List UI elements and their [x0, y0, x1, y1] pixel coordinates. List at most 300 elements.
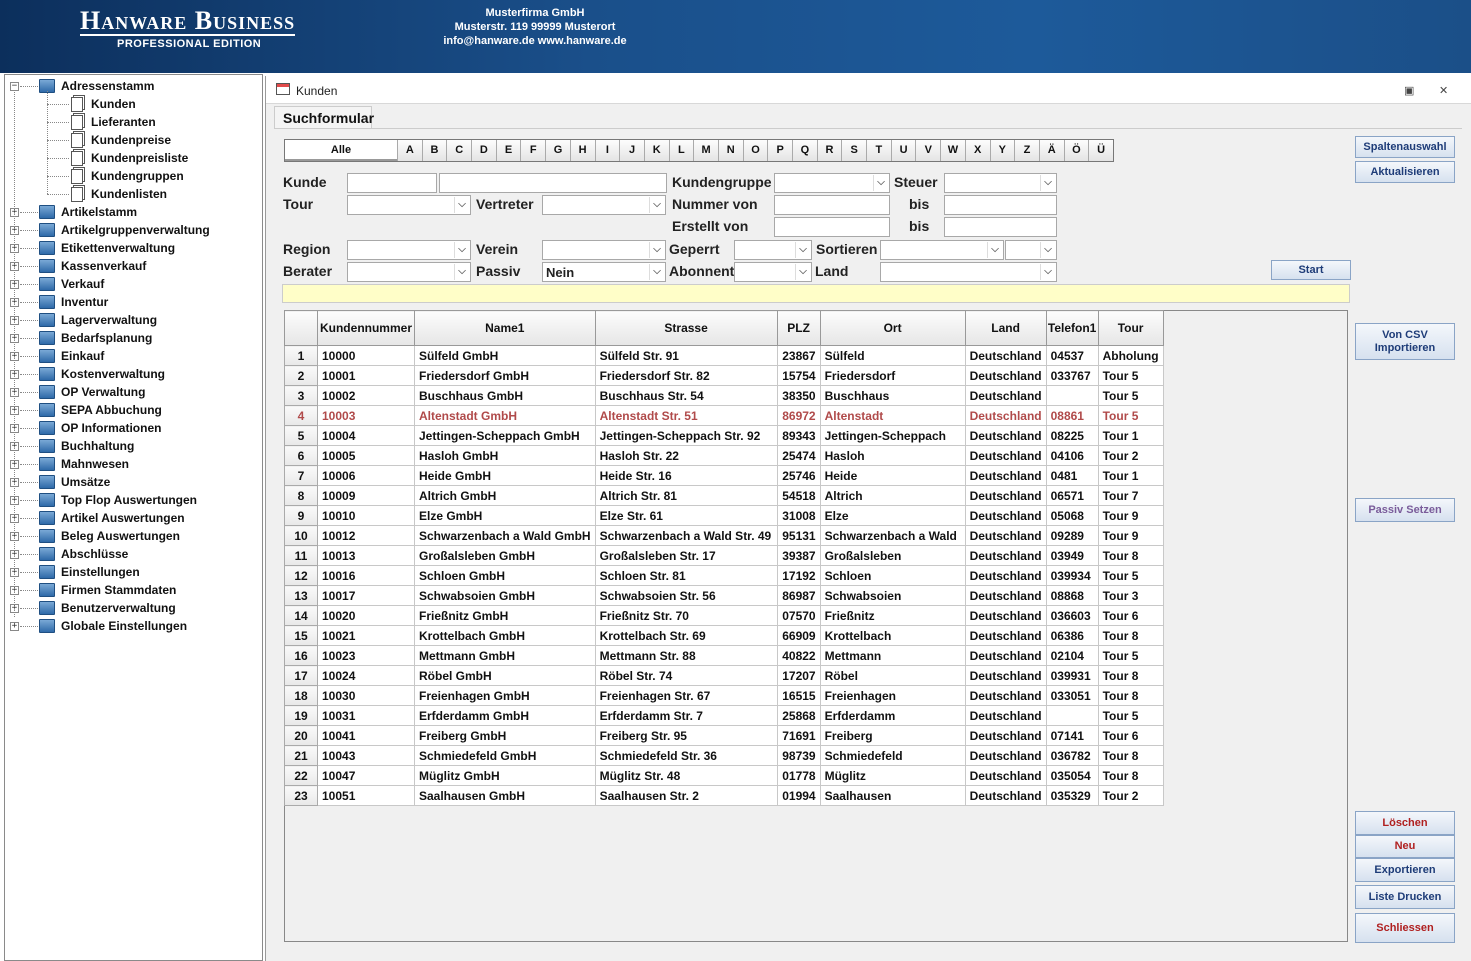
- chevron-down-icon[interactable]: ⌵: [1040, 264, 1055, 280]
- letter-filter-button[interactable]: Y: [990, 140, 1015, 161]
- expand-icon[interactable]: +: [11, 477, 18, 487]
- table-cell[interactable]: Freienhagen GmbH: [415, 686, 596, 706]
- table-cell[interactable]: 16515: [777, 686, 820, 706]
- table-cell[interactable]: Röbel GmbH: [415, 666, 596, 686]
- table-cell[interactable]: 10001: [318, 366, 415, 386]
- table-cell[interactable]: Sülfeld GmbH: [415, 346, 596, 366]
- table-row[interactable]: [285, 406, 1164, 426]
- table-cell[interactable]: 039934: [1046, 566, 1098, 586]
- tree-item[interactable]: [39, 221, 210, 239]
- row-number[interactable]: 3: [285, 386, 318, 406]
- von-csv-importieren-button[interactable]: Von CSV Importieren: [1355, 323, 1455, 360]
- letter-filter-button[interactable]: E: [496, 140, 521, 161]
- table-cell[interactable]: 035054: [1046, 766, 1098, 786]
- tree-item[interactable]: [39, 203, 137, 221]
- row-number[interactable]: 1: [285, 346, 318, 366]
- table-cell[interactable]: Deutschland: [965, 566, 1046, 586]
- table-cell[interactable]: Tour 5: [1098, 406, 1163, 426]
- row-number[interactable]: 9: [285, 506, 318, 526]
- row-header-corner[interactable]: [285, 311, 318, 346]
- start-button[interactable]: Start: [1271, 260, 1351, 280]
- schliessen-button[interactable]: Schliessen: [1355, 913, 1455, 943]
- table-cell[interactable]: Deutschland: [965, 406, 1046, 426]
- table-cell[interactable]: 17192: [777, 566, 820, 586]
- expand-icon[interactable]: +: [11, 207, 18, 217]
- close-icon[interactable]: ✕: [1439, 85, 1449, 97]
- tree-item[interactable]: [39, 293, 108, 311]
- restore-icon[interactable]: ▣: [1404, 85, 1415, 97]
- table-cell[interactable]: Deutschland: [965, 746, 1046, 766]
- nummer-von-input[interactable]: [774, 195, 890, 215]
- chevron-down-icon[interactable]: ⌵: [1040, 175, 1055, 191]
- table-cell[interactable]: Schwabsoien: [820, 586, 965, 606]
- row-number[interactable]: 21: [285, 746, 318, 766]
- table-cell[interactable]: Tour 5: [1098, 386, 1163, 406]
- row-number[interactable]: 5: [285, 426, 318, 446]
- letter-filter-button[interactable]: T: [866, 140, 891, 161]
- letter-filter-button[interactable]: W: [940, 140, 965, 161]
- table-cell[interactable]: Altrich: [820, 486, 965, 506]
- table-cell[interactable]: 25868: [777, 706, 820, 726]
- letter-filter-button[interactable]: A: [397, 140, 422, 161]
- expand-icon[interactable]: +: [11, 513, 18, 523]
- table-cell[interactable]: 03949: [1046, 546, 1098, 566]
- letter-filter-button[interactable]: Ü: [1088, 140, 1113, 161]
- letter-filter-button[interactable]: C: [446, 140, 471, 161]
- chevron-down-icon[interactable]: ⌵: [649, 264, 664, 280]
- region-combo[interactable]: [347, 240, 471, 260]
- column-header[interactable]: Name1: [415, 311, 596, 346]
- table-cell[interactable]: 10051: [318, 786, 415, 806]
- chevron-down-icon[interactable]: ⌵: [795, 242, 810, 258]
- verein-combo[interactable]: [542, 240, 666, 260]
- table-cell[interactable]: 06571: [1046, 486, 1098, 506]
- passiv-setzen-button[interactable]: Passiv Setzen: [1355, 498, 1455, 522]
- row-number[interactable]: 7: [285, 466, 318, 486]
- row-number[interactable]: 6: [285, 446, 318, 466]
- table-cell[interactable]: [1046, 386, 1098, 406]
- chevron-down-icon[interactable]: ⌵: [649, 242, 664, 258]
- expand-icon[interactable]: +: [11, 387, 18, 397]
- nummer-bis-input[interactable]: [944, 195, 1057, 215]
- table-cell[interactable]: 25746: [777, 466, 820, 486]
- expand-icon[interactable]: +: [11, 585, 18, 595]
- tree-item-child[interactable]: [71, 149, 188, 167]
- row-number[interactable]: 8: [285, 486, 318, 506]
- column-header[interactable]: Ort: [820, 311, 965, 346]
- table-cell[interactable]: Hasloh: [820, 446, 965, 466]
- table-cell[interactable]: Frießnitz: [820, 606, 965, 626]
- table-cell[interactable]: 05068: [1046, 506, 1098, 526]
- table-cell[interactable]: 86972: [777, 406, 820, 426]
- table-cell[interactable]: Erfderdamm GmbH: [415, 706, 596, 726]
- expand-icon[interactable]: +: [11, 333, 18, 343]
- tree-item-child[interactable]: [71, 131, 171, 149]
- table-cell[interactable]: 10023: [318, 646, 415, 666]
- table-cell[interactable]: Schwarzenbach a Wald: [820, 526, 965, 546]
- table-cell[interactable]: 10005: [318, 446, 415, 466]
- table-cell[interactable]: 07570: [777, 606, 820, 626]
- table-cell[interactable]: Deutschland: [965, 706, 1046, 726]
- table-cell[interactable]: Abholung: [1098, 346, 1163, 366]
- table-row[interactable]: [285, 666, 1164, 686]
- table-cell[interactable]: Schmiedefeld Str. 36: [595, 746, 777, 766]
- table-cell[interactable]: Tour 8: [1098, 766, 1163, 786]
- table-cell[interactable]: 86987: [777, 586, 820, 606]
- table-cell[interactable]: Tour 6: [1098, 606, 1163, 626]
- tour-combo[interactable]: [347, 195, 471, 215]
- tree-item[interactable]: [39, 491, 197, 509]
- tree-item[interactable]: [39, 275, 104, 293]
- tree-item[interactable]: [39, 599, 176, 617]
- table-cell[interactable]: Tour 8: [1098, 666, 1163, 686]
- table-cell[interactable]: Saalhausen: [820, 786, 965, 806]
- expand-icon[interactable]: +: [11, 603, 18, 613]
- table-row[interactable]: [285, 586, 1164, 606]
- loeschen-button[interactable]: Löschen: [1355, 811, 1455, 835]
- row-number[interactable]: 17: [285, 666, 318, 686]
- steuer-combo[interactable]: [944, 173, 1057, 193]
- table-cell[interactable]: 10016: [318, 566, 415, 586]
- column-header[interactable]: Tour: [1098, 311, 1163, 346]
- table-cell[interactable]: Tour 3: [1098, 586, 1163, 606]
- table-cell[interactable]: Heide: [820, 466, 965, 486]
- table-cell[interactable]: Deutschland: [965, 446, 1046, 466]
- table-cell[interactable]: Jettingen-Scheppach GmbH: [415, 426, 596, 446]
- chevron-down-icon[interactable]: ⌵: [454, 264, 469, 280]
- table-cell[interactable]: Krottelbach GmbH: [415, 626, 596, 646]
- table-cell[interactable]: Tour 2: [1098, 446, 1163, 466]
- letter-filter-button[interactable]: D: [471, 140, 496, 161]
- expand-icon[interactable]: +: [11, 441, 18, 451]
- tree-item[interactable]: [39, 365, 165, 383]
- table-cell[interactable]: Schloen Str. 81: [595, 566, 777, 586]
- table-cell[interactable]: Tour 6: [1098, 726, 1163, 746]
- letter-filter-button[interactable]: G: [545, 140, 570, 161]
- neu-button[interactable]: Neu: [1355, 835, 1455, 858]
- table-cell[interactable]: Deutschland: [965, 506, 1046, 526]
- table-cell[interactable]: Altrich Str. 81: [595, 486, 777, 506]
- table-cell[interactable]: Deutschland: [965, 546, 1046, 566]
- table-row[interactable]: [285, 746, 1164, 766]
- table-cell[interactable]: Deutschland: [965, 586, 1046, 606]
- column-header[interactable]: Kundennummer: [318, 311, 415, 346]
- table-cell[interactable]: Krottelbach: [820, 626, 965, 646]
- column-header[interactable]: Land: [965, 311, 1046, 346]
- expand-icon[interactable]: +: [11, 495, 18, 505]
- sortieren-order-combo[interactable]: [1005, 240, 1057, 260]
- tree-item[interactable]: [39, 581, 176, 599]
- table-cell[interactable]: Freiberg: [820, 726, 965, 746]
- table-cell[interactable]: Schwarzenbach a Wald Str. 49: [595, 526, 777, 546]
- tree-item[interactable]: [39, 311, 157, 329]
- aktualisieren-button[interactable]: Aktualisieren: [1355, 161, 1455, 183]
- table-cell[interactable]: 10030: [318, 686, 415, 706]
- table-row[interactable]: [285, 346, 1164, 366]
- expand-icon[interactable]: +: [11, 261, 18, 271]
- geperrt-combo[interactable]: [734, 240, 812, 260]
- row-number[interactable]: 23: [285, 786, 318, 806]
- table-cell[interactable]: Saalhausen Str. 2: [595, 786, 777, 806]
- table-row[interactable]: [285, 546, 1164, 566]
- table-cell[interactable]: 23867: [777, 346, 820, 366]
- row-number[interactable]: 15: [285, 626, 318, 646]
- table-cell[interactable]: Tour 2: [1098, 786, 1163, 806]
- table-cell[interactable]: Deutschland: [965, 626, 1046, 646]
- table-cell[interactable]: Schwabsoien Str. 56: [595, 586, 777, 606]
- tree-item[interactable]: [39, 383, 145, 401]
- table-cell[interactable]: Tour 8: [1098, 626, 1163, 646]
- table-cell[interactable]: Heide Str. 16: [595, 466, 777, 486]
- spaltenauswahl-button[interactable]: Spaltenauswahl: [1355, 136, 1455, 158]
- table-cell[interactable]: 08225: [1046, 426, 1098, 446]
- table-cell[interactable]: Tour 8: [1098, 746, 1163, 766]
- erstellt-von-input[interactable]: [774, 217, 890, 237]
- table-cell[interactable]: 95131: [777, 526, 820, 546]
- table-row[interactable]: [285, 526, 1164, 546]
- table-row[interactable]: [285, 566, 1164, 586]
- tree-item[interactable]: [39, 419, 161, 437]
- berater-combo[interactable]: [347, 262, 471, 282]
- table-cell[interactable]: 10013: [318, 546, 415, 566]
- table-cell[interactable]: Frießnitz GmbH: [415, 606, 596, 626]
- table-cell[interactable]: 02104: [1046, 646, 1098, 666]
- table-cell[interactable]: 033051: [1046, 686, 1098, 706]
- table-cell[interactable]: 09289: [1046, 526, 1098, 546]
- tree-item-child[interactable]: [71, 185, 167, 203]
- table-cell[interactable]: 0481: [1046, 466, 1098, 486]
- table-row[interactable]: [285, 366, 1164, 386]
- table-cell[interactable]: Großalsleben GmbH: [415, 546, 596, 566]
- chevron-down-icon[interactable]: ⌵: [454, 242, 469, 258]
- tree-item[interactable]: [39, 257, 146, 275]
- table-cell[interactable]: Freienhagen Str. 67: [595, 686, 777, 706]
- table-cell[interactable]: 10041: [318, 726, 415, 746]
- table-row[interactable]: [285, 606, 1164, 626]
- table-cell[interactable]: Heide GmbH: [415, 466, 596, 486]
- table-cell[interactable]: Mettmann Str. 88: [595, 646, 777, 666]
- row-number[interactable]: 13: [285, 586, 318, 606]
- table-row[interactable]: [285, 686, 1164, 706]
- table-cell[interactable]: Müglitz GmbH: [415, 766, 596, 786]
- expand-icon[interactable]: +: [11, 531, 18, 541]
- kunde-input-1[interactable]: [347, 173, 437, 193]
- collapse-icon[interactable]: −: [11, 81, 18, 91]
- table-cell[interactable]: 08868: [1046, 586, 1098, 606]
- table-cell[interactable]: Tour 9: [1098, 506, 1163, 526]
- table-cell[interactable]: 10009: [318, 486, 415, 506]
- tree-item-child[interactable]: [71, 95, 136, 113]
- table-cell[interactable]: Deutschland: [965, 526, 1046, 546]
- table-cell[interactable]: 036782: [1046, 746, 1098, 766]
- table-cell[interactable]: Elze Str. 61: [595, 506, 777, 526]
- table-cell[interactable]: Deutschland: [965, 466, 1046, 486]
- column-header[interactable]: Strasse: [595, 311, 777, 346]
- table-cell[interactable]: 039931: [1046, 666, 1098, 686]
- row-number[interactable]: 22: [285, 766, 318, 786]
- tab-suchformular[interactable]: Suchformular: [274, 106, 372, 128]
- table-cell[interactable]: Jettingen-Scheppach Str. 92: [595, 426, 777, 446]
- table-cell[interactable]: Hasloh Str. 22: [595, 446, 777, 466]
- tree-item[interactable]: [39, 617, 187, 635]
- table-cell[interactable]: Jettingen-Scheppach: [820, 426, 965, 446]
- letter-filter-button[interactable]: N: [718, 140, 743, 161]
- tree-item[interactable]: [39, 239, 175, 257]
- letter-filter-button[interactable]: U: [891, 140, 916, 161]
- table-cell[interactable]: 10020: [318, 606, 415, 626]
- table-cell[interactable]: Schmiedefeld: [820, 746, 965, 766]
- table-cell[interactable]: 10024: [318, 666, 415, 686]
- expand-icon[interactable]: +: [11, 279, 18, 289]
- table-cell[interactable]: Müglitz: [820, 766, 965, 786]
- kundengruppe-combo[interactable]: [774, 173, 890, 193]
- table-cell[interactable]: Tour 9: [1098, 526, 1163, 546]
- letter-filter-button[interactable]: V: [915, 140, 940, 161]
- table-cell[interactable]: 10003: [318, 406, 415, 426]
- table-cell[interactable]: Deutschland: [965, 766, 1046, 786]
- table-cell[interactable]: 10017: [318, 586, 415, 606]
- table-cell[interactable]: Altrich GmbH: [415, 486, 596, 506]
- row-number[interactable]: 12: [285, 566, 318, 586]
- table-cell[interactable]: 06386: [1046, 626, 1098, 646]
- table-cell[interactable]: 31008: [777, 506, 820, 526]
- table-row[interactable]: [285, 786, 1164, 806]
- chevron-down-icon[interactable]: ⌵: [649, 197, 664, 213]
- letter-filter-button[interactable]: O: [743, 140, 768, 161]
- table-cell[interactable]: 08861: [1046, 406, 1098, 426]
- letter-filter-button[interactable]: S: [841, 140, 866, 161]
- abonnent-combo[interactable]: [734, 262, 812, 282]
- table-cell[interactable]: Elze GmbH: [415, 506, 596, 526]
- letter-filter-button[interactable]: F: [520, 140, 545, 161]
- table-cell[interactable]: Buschhaus GmbH: [415, 386, 596, 406]
- row-number[interactable]: 10: [285, 526, 318, 546]
- table-cell[interactable]: Großalsleben Str. 17: [595, 546, 777, 566]
- expand-icon[interactable]: +: [11, 369, 18, 379]
- table-cell[interactable]: 40822: [777, 646, 820, 666]
- table-cell[interactable]: 10047: [318, 766, 415, 786]
- table-cell[interactable]: Tour 1: [1098, 426, 1163, 446]
- letter-filter-button[interactable]: R: [817, 140, 842, 161]
- letter-filter-button[interactable]: Z: [1014, 140, 1039, 161]
- passiv-combo[interactable]: [542, 262, 666, 282]
- table-cell[interactable]: Friedersdorf: [820, 366, 965, 386]
- table-cell[interactable]: Saalhausen GmbH: [415, 786, 596, 806]
- table-cell[interactable]: Deutschland: [965, 686, 1046, 706]
- column-header[interactable]: Telefon1: [1046, 311, 1098, 346]
- expand-icon[interactable]: +: [11, 297, 18, 307]
- table-cell[interactable]: Schwarzenbach a Wald GmbH: [415, 526, 596, 546]
- table-cell[interactable]: Deutschland: [965, 366, 1046, 386]
- table-row[interactable]: [285, 426, 1164, 446]
- table-cell[interactable]: 17207: [777, 666, 820, 686]
- letter-filter-button[interactable]: Ä: [1039, 140, 1064, 161]
- expand-icon[interactable]: +: [11, 621, 18, 631]
- table-cell[interactable]: Deutschland: [965, 726, 1046, 746]
- letter-filter-button[interactable]: M: [693, 140, 718, 161]
- table-cell[interactable]: Tour 5: [1098, 706, 1163, 726]
- tree-item[interactable]: [39, 455, 129, 473]
- table-cell[interactable]: 39387: [777, 546, 820, 566]
- table-cell[interactable]: Deutschland: [965, 646, 1046, 666]
- table-row[interactable]: [285, 626, 1164, 646]
- table-cell[interactable]: 035329: [1046, 786, 1098, 806]
- row-number[interactable]: 16: [285, 646, 318, 666]
- row-number[interactable]: 4: [285, 406, 318, 426]
- table-cell[interactable]: 10000: [318, 346, 415, 366]
- chevron-down-icon[interactable]: ⌵: [454, 197, 469, 213]
- table-cell[interactable]: Tour 8: [1098, 546, 1163, 566]
- table-cell[interactable]: 10002: [318, 386, 415, 406]
- table-cell[interactable]: Deutschland: [965, 666, 1046, 686]
- table-cell[interactable]: Tour 5: [1098, 566, 1163, 586]
- table-cell[interactable]: 04537: [1046, 346, 1098, 366]
- table-cell[interactable]: Buschhaus: [820, 386, 965, 406]
- column-header[interactable]: PLZ: [777, 311, 820, 346]
- expand-icon[interactable]: +: [11, 459, 18, 469]
- table-cell[interactable]: Friedersdorf Str. 82: [595, 366, 777, 386]
- liste-drucken-button[interactable]: Liste Drucken: [1355, 885, 1455, 909]
- table-cell[interactable]: Mettmann: [820, 646, 965, 666]
- chevron-down-icon[interactable]: ⌵: [873, 175, 888, 191]
- tree-item[interactable]: [39, 509, 185, 527]
- letter-filter-button[interactable]: J: [619, 140, 644, 161]
- land-combo[interactable]: [880, 262, 1057, 282]
- table-cell[interactable]: Mettmann GmbH: [415, 646, 596, 666]
- table-cell[interactable]: 10021: [318, 626, 415, 646]
- table-cell[interactable]: Deutschland: [965, 606, 1046, 626]
- letter-filter-button[interactable]: I: [595, 140, 620, 161]
- letter-filter-button[interactable]: B: [422, 140, 447, 161]
- vertreter-combo[interactable]: [542, 195, 666, 215]
- table-cell[interactable]: 10043: [318, 746, 415, 766]
- row-number[interactable]: 20: [285, 726, 318, 746]
- table-cell[interactable]: 25474: [777, 446, 820, 466]
- table-cell[interactable]: Großalsleben: [820, 546, 965, 566]
- table-cell[interactable]: Deutschland: [965, 426, 1046, 446]
- table-cell[interactable]: 01778: [777, 766, 820, 786]
- table-cell[interactable]: 71691: [777, 726, 820, 746]
- table-cell[interactable]: Schwabsoien GmbH: [415, 586, 596, 606]
- table-row[interactable]: [285, 506, 1164, 526]
- expand-icon[interactable]: +: [11, 405, 18, 415]
- table-cell[interactable]: Schloen GmbH: [415, 566, 596, 586]
- table-cell[interactable]: 54518: [777, 486, 820, 506]
- table-cell[interactable]: Krottelbach Str. 69: [595, 626, 777, 646]
- tree-item[interactable]: [39, 527, 180, 545]
- table-cell[interactable]: Deutschland: [965, 786, 1046, 806]
- table-cell[interactable]: 15754: [777, 366, 820, 386]
- table-cell[interactable]: 10010: [318, 506, 415, 526]
- table-cell[interactable]: Erfderdamm Str. 7: [595, 706, 777, 726]
- table-cell[interactable]: Schmiedefeld GmbH: [415, 746, 596, 766]
- table-cell[interactable]: 98739: [777, 746, 820, 766]
- table-cell[interactable]: Frießnitz Str. 70: [595, 606, 777, 626]
- table-cell[interactable]: 01994: [777, 786, 820, 806]
- table-cell[interactable]: 89343: [777, 426, 820, 446]
- table-cell[interactable]: 10031: [318, 706, 415, 726]
- table-cell[interactable]: Müglitz Str. 48: [595, 766, 777, 786]
- letter-filter-button[interactable]: L: [669, 140, 694, 161]
- tree-item[interactable]: [39, 563, 140, 581]
- tree-item[interactable]: [39, 329, 152, 347]
- letter-filter-button[interactable]: K: [644, 140, 669, 161]
- table-cell[interactable]: 10006: [318, 466, 415, 486]
- expand-icon[interactable]: +: [11, 423, 18, 433]
- letter-filter-button[interactable]: X: [965, 140, 990, 161]
- table-cell[interactable]: Altenstadt GmbH: [415, 406, 596, 426]
- kunde-input-2[interactable]: [439, 173, 667, 193]
